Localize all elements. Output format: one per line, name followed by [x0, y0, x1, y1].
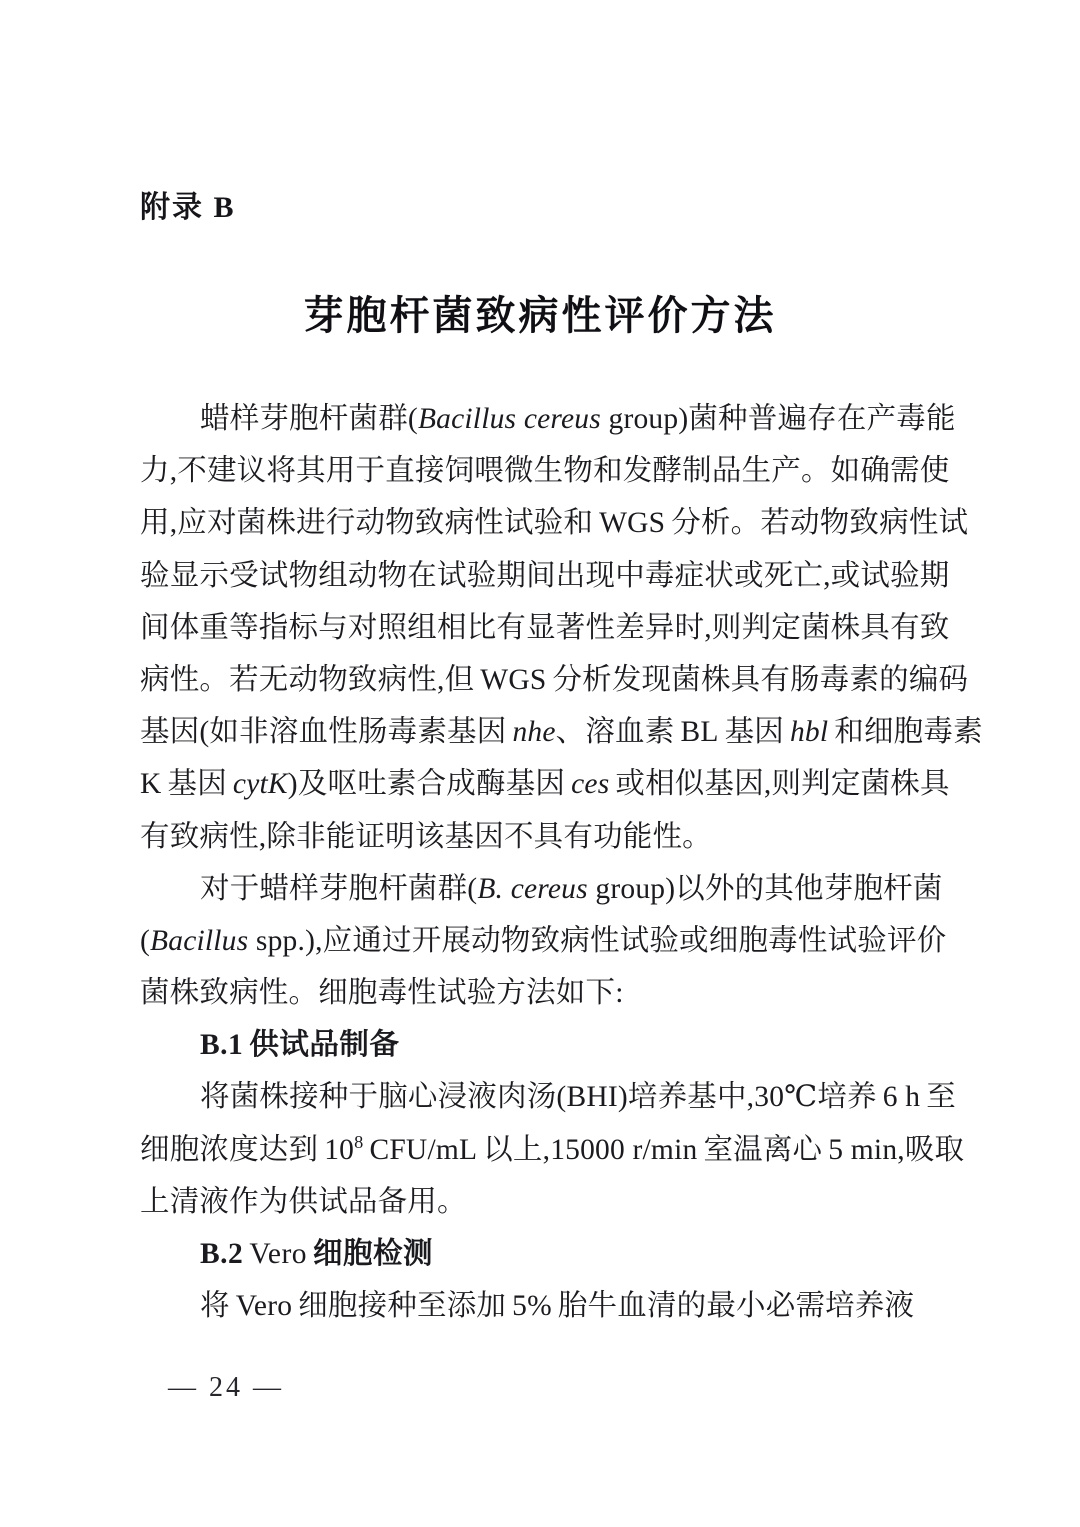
text-line: 用,应对菌株进行动物致病性试验和 WGS 分析。若动物致病性试 — [140, 507, 969, 540]
appendix-label: 附录 B — [140, 191, 236, 224]
text-line: 病性。若无动物致病性,但 WGS 分析发现菌株具有肠毒素的编码 — [140, 663, 969, 696]
text-line: K 基因 cytK)及呕吐素合成酶基因 ces 或相似基因,则判定菌株具 — [140, 768, 950, 801]
section-b2-body — [140, 1280, 946, 1332]
text-line: 对于蜡样芽胞杆菌群(B. cereus group)以外的其他芽胞杆菌 — [200, 872, 943, 905]
text-line: 间体重等指标与对照组相比有显著性差异时,则判定菌株具有致 — [140, 611, 950, 644]
text-line: 将菌株接种于脑心浸液肉汤(BHI)培养基中,30℃培养 6 h 至 — [200, 1081, 956, 1114]
paragraph-1 — [140, 393, 983, 863]
paragraph-2 — [140, 863, 946, 1020]
text-line: 菌株致病性。细胞毒性试验方法如下: — [140, 977, 624, 1010]
section-heading-b2: B.2 Vero 细胞检测 — [200, 1238, 434, 1270]
text-line: 细胞浓度达到 $10^8$ CFU/mL 以上,15000 r/min 室温离心 5 min,吸取 — [140, 1131, 965, 1166]
text-line: 有致病性,除非能证明该基因不具有功能性。 — [140, 820, 712, 853]
text-line: (Bacillus spp.),应通过开展动物致病性试验或细胞毒性试验评价 — [140, 924, 947, 957]
document-body — [140, 393, 983, 1332]
section-heading-b1: B.1 供试品制备 — [200, 1029, 400, 1062]
text-line: 上清液作为供试品备用。 — [140, 1185, 467, 1218]
section-b1-body — [140, 1071, 965, 1228]
text-line: 验显示受试物组动物在试验期间出现中毒症状或死亡,或试验期 — [140, 559, 950, 592]
page-number: — 24 — — [168, 1372, 284, 1403]
text-line: 蜡样芽胞杆菌群(Bacillus cereus group)菌种普遍存在产毒能 — [200, 403, 956, 435]
page-title: 芽胞杆菌致病性评价方法 — [303, 293, 777, 338]
text-line: 力,不建议将其用于直接饲喂微生物和发酵制品生产。如确需使 — [140, 455, 950, 488]
text-line: 将 Vero 细胞接种至添加 5% 胎牛血清的最小必需培养液 — [200, 1290, 915, 1323]
text-line: 基因(如非溶血性肠毒素基因 nhe、溶血素 BL 基因 hbl 和细胞毒素 — [140, 716, 983, 749]
